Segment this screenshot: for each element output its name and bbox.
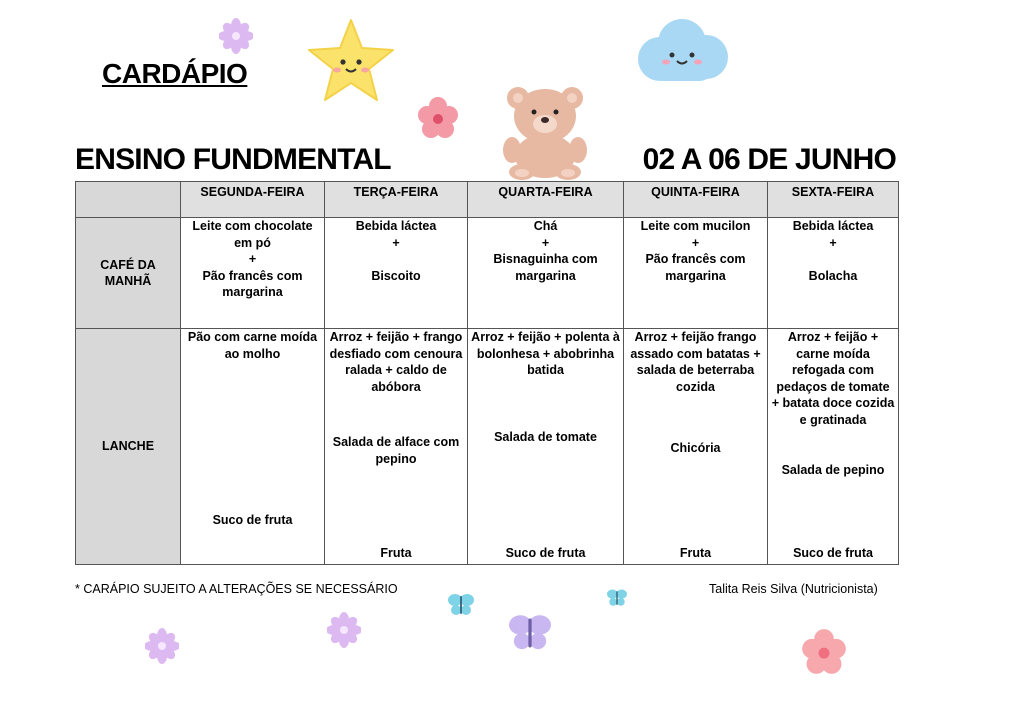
menu-cell: Bebida láctea + Bolacha — [768, 218, 899, 329]
menu-table — [75, 181, 899, 565]
page-title: CARDÁPIO — [102, 58, 248, 89]
table-header-row — [76, 182, 899, 218]
menu-cell: Bebida láctea + Biscoito — [325, 218, 468, 329]
day-header: QUINTA-FEIRA — [624, 182, 768, 218]
disclaimer-note: * CARÁPIO SUJEITO A ALTERAÇÕES SE NECESSÁRIO — [75, 582, 398, 596]
side-item: Fruta — [380, 546, 412, 561]
side-item: Suco de fruta — [793, 546, 873, 561]
nutritionist-signature: Talita Reis Silva (Nutricionista) — [709, 582, 878, 596]
main-dish: Arroz + feijão frango assado com batatas + salada de beterraba cozida — [630, 330, 761, 394]
day-header: SEXTA-FEIRA — [768, 182, 899, 218]
menu-cell: Leite com mucilon + Pão francês com margarina — [624, 218, 768, 329]
day-header: QUARTA-FEIRA — [468, 182, 624, 218]
table-row — [76, 218, 899, 329]
star-icon — [305, 16, 397, 104]
cloud-icon — [632, 15, 730, 87]
salad: Salada de alface com pepino — [332, 435, 460, 466]
menu-cell: Chá + Bisnaguinha com margarina — [468, 218, 624, 329]
meal-label-breakfast: CAFÉ DA MANHÃ — [76, 218, 181, 329]
side-item: Suco de fruta — [212, 512, 293, 527]
lilac-flower-icon — [145, 628, 179, 664]
pink-flower-icon — [795, 628, 853, 676]
butterfly-icon — [507, 612, 553, 654]
menu-cell — [468, 329, 624, 565]
salad: Salada de tomate — [494, 429, 597, 444]
pink-flower-icon — [416, 96, 460, 140]
menu-cell — [624, 329, 768, 565]
school-level-heading: ENSINO FUNDMENTAL — [75, 143, 391, 176]
main-dish: Arroz + feijão + frango desfiado com cenoura ralada + caldo de abóbora — [329, 330, 463, 394]
butterfly-icon — [606, 588, 628, 608]
table-corner-cell — [76, 182, 181, 218]
lilac-flower-icon — [219, 18, 253, 54]
teddy-bear-icon — [498, 84, 592, 180]
date-range-heading: 02 A 06 DE JUNHO — [642, 143, 896, 176]
menu-cell — [325, 329, 468, 565]
salad: Salada de pepino — [781, 462, 885, 477]
day-header: SEGUNDA-FEIRA — [181, 182, 325, 218]
side-item: Suco de fruta — [505, 546, 586, 561]
main-dish: Arroz + feijão + polenta à bolonhesa + abobrinha batida — [471, 330, 620, 377]
salad: Chicória — [670, 440, 721, 455]
table-row — [76, 329, 899, 565]
meal-label-snack: LANCHE — [76, 329, 181, 565]
menu-cell — [768, 329, 899, 565]
main-dish: Pão com carne moída ao molho — [187, 330, 318, 361]
menu-cell — [181, 329, 325, 565]
menu-cell: Leite com chocolate em pó + Pão francês com margarina — [181, 218, 325, 329]
side-item: Fruta — [679, 546, 712, 561]
lilac-flower-icon — [327, 612, 361, 648]
day-header: TERÇA-FEIRA — [325, 182, 468, 218]
butterfly-icon — [447, 592, 475, 618]
main-dish: Arroz + feijão + carne moída refogada com pedaços de tomate + batata doce cozida e gratinada — [771, 330, 895, 427]
